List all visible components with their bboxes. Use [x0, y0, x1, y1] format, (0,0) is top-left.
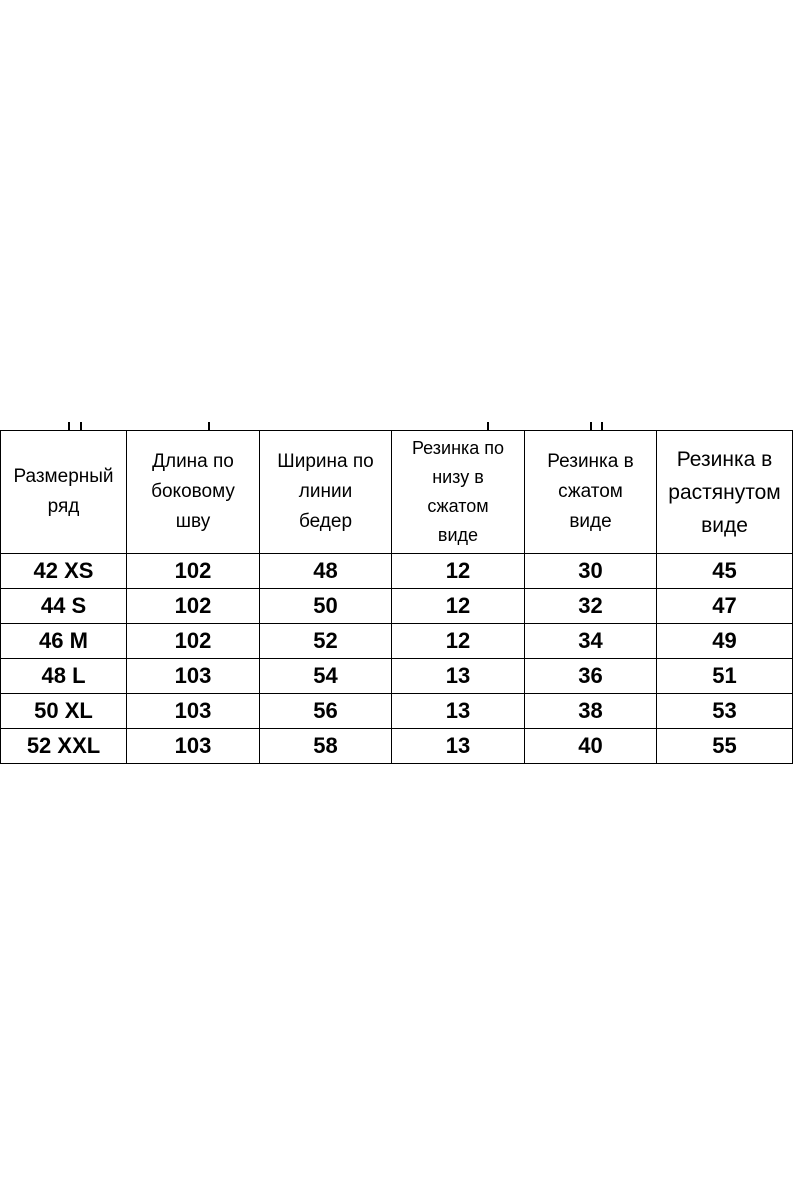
cell-hip-width: 54 [260, 659, 392, 694]
table-row [1, 554, 793, 589]
header-side-seam-length [127, 431, 260, 554]
edge-mark [487, 422, 489, 430]
header-line: сжатом [427, 496, 489, 516]
cell-elastic-compressed: 32 [525, 589, 657, 624]
header-line: виде [569, 511, 612, 532]
cell-hip-width: 56 [260, 694, 392, 729]
table-row [1, 729, 793, 764]
header-line: Размерный [13, 466, 114, 487]
table-row [1, 589, 793, 624]
cell-elastic-stretched: 47 [657, 589, 793, 624]
table-row [1, 659, 793, 694]
cell-elastic-stretched: 55 [657, 729, 793, 764]
size-chart-table [0, 430, 793, 764]
header-line: бедер [298, 511, 353, 532]
edge-mark [208, 422, 210, 430]
header-line: сжатом [558, 481, 623, 502]
cell-hip-width: 52 [260, 624, 392, 659]
cell-size: 52 XXL [1, 729, 127, 764]
header-line: Резинка в [547, 451, 634, 472]
edge-mark [590, 422, 592, 430]
header-line: ряд [47, 496, 80, 517]
header-elastic-stretched [657, 431, 793, 554]
cell-elastic-stretched: 45 [657, 554, 793, 589]
cell-hip-width: 58 [260, 729, 392, 764]
cell-elastic-stretched: 51 [657, 659, 793, 694]
cell-size: 50 XL [1, 694, 127, 729]
cell-size: 42 XS [1, 554, 127, 589]
header-line: виде [437, 525, 479, 545]
header-line: линии [298, 481, 353, 502]
cell-side-seam-length: 102 [127, 624, 260, 659]
cell-size: 46 M [1, 624, 127, 659]
cell-size: 48 L [1, 659, 127, 694]
cell-elastic-compressed: 40 [525, 729, 657, 764]
header-line: Резинка в [676, 447, 773, 471]
top-edge-marks [0, 422, 800, 430]
cell-bottom-elastic-compressed: 13 [392, 729, 525, 764]
cell-side-seam-length: 103 [127, 729, 260, 764]
header-line: Ширина по [277, 451, 374, 472]
cell-bottom-elastic-compressed: 12 [392, 624, 525, 659]
cell-bottom-elastic-compressed: 13 [392, 659, 525, 694]
edge-mark [80, 422, 82, 430]
header-line: виде [701, 513, 748, 537]
cell-side-seam-length: 103 [127, 659, 260, 694]
cell-side-seam-length: 102 [127, 554, 260, 589]
header-line: Длина по [152, 451, 234, 472]
cell-bottom-elastic-compressed: 12 [392, 589, 525, 624]
header-bottom-elastic-compressed [392, 431, 525, 554]
cell-elastic-stretched: 53 [657, 694, 793, 729]
header-hip-width [260, 431, 392, 554]
edge-mark [601, 422, 603, 430]
cell-bottom-elastic-compressed: 13 [392, 694, 525, 729]
cell-hip-width: 50 [260, 589, 392, 624]
header-line: боковому [151, 481, 235, 502]
cell-side-seam-length: 102 [127, 589, 260, 624]
table-header-row [1, 431, 793, 554]
header-line: растянутом [668, 480, 781, 504]
header-elastic-compressed [525, 431, 657, 554]
cell-elastic-compressed: 30 [525, 554, 657, 589]
cell-side-seam-length: 103 [127, 694, 260, 729]
cell-elastic-compressed: 38 [525, 694, 657, 729]
header-line: шву [175, 511, 211, 532]
cell-hip-width: 48 [260, 554, 392, 589]
table-row [1, 694, 793, 729]
cell-size: 44 S [1, 589, 127, 624]
edge-mark [68, 422, 70, 430]
cell-bottom-elastic-compressed: 12 [392, 554, 525, 589]
cell-elastic-compressed: 36 [525, 659, 657, 694]
header-size-range [1, 431, 127, 554]
header-line: низу в [432, 467, 484, 487]
cell-elastic-stretched: 49 [657, 624, 793, 659]
header-line: Резинка по [411, 438, 505, 458]
cell-elastic-compressed: 34 [525, 624, 657, 659]
table-row [1, 624, 793, 659]
